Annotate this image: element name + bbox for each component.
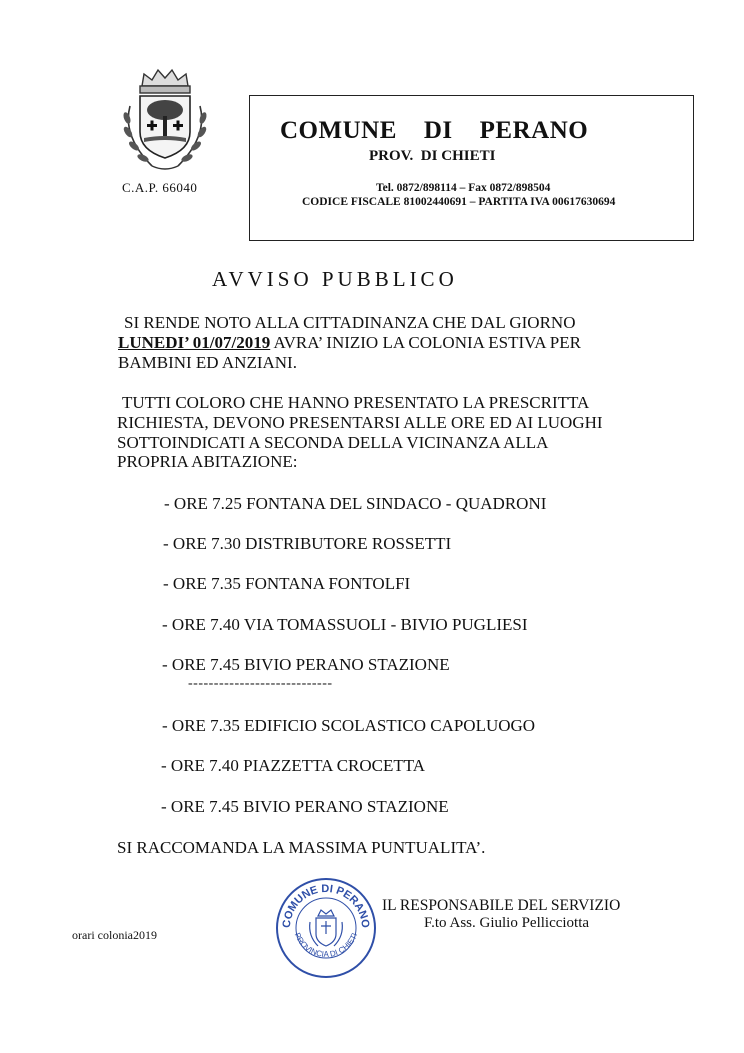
intro-line-2 xyxy=(118,333,581,353)
stamp-bottom-text: PROVINCIA DI CHIETI xyxy=(292,931,360,959)
notice-title: AVVISO PUBBLICO xyxy=(212,267,458,291)
schedule-item: - ORE 7.45 BIVIO PERANO STAZIONE xyxy=(161,797,449,816)
closing-note: SI RACCOMANDA LA MASSIMA PUNTUALITA’. xyxy=(117,838,486,857)
signatory-name: F.to Ass. Giulio Pellicciotta xyxy=(424,915,590,931)
schedule-item: - ORE 7.40 VIA TOMASSUOLI - BIVIO PUGLIESI xyxy=(162,615,528,634)
contact-phone-fax: Tel. 0872/898114 – Fax 0872/898504 xyxy=(376,182,551,194)
schedule-item: - ORE 7.35 FONTANA FONTOLFI xyxy=(163,574,411,593)
intro-line-2-rest: AVRA’ INIZIO LA COLONIA ESTIVA PER xyxy=(270,333,581,352)
province: PROV. DI CHIETI xyxy=(369,148,496,164)
schedule-item: - ORE 7.30 DISTRIBUTORE ROSSETTI xyxy=(163,534,452,553)
instructions-line-4: PROPRIA ABITAZIONE: xyxy=(117,452,298,471)
instructions-line-2: RICHIESTA, DEVONO PRESENTARSI ALLE ORE ED AI LUOGHI xyxy=(117,413,603,432)
schedule-item: - ORE 7.35 EDIFICIO SCOLASTICO CAPOLUOGO xyxy=(162,716,536,735)
fiscal-codes: CODICE FISCALE 81002440691 – PARTITA IVA 00617630694 xyxy=(302,196,616,208)
start-date: LUNEDI’ 01/07/2019 xyxy=(118,333,271,352)
municipality-name: COMUNE DI PERANO xyxy=(280,117,589,144)
instructions-line-3: SOTTOINDICATI A SECONDA DELLA VICINANZA ALLA xyxy=(117,433,549,452)
schedule-item: - ORE 7.40 PIAZZETTA CROCETTA xyxy=(161,756,426,775)
schedule-separator: ---------------------------- xyxy=(188,676,333,691)
file-reference: orari colonia2019 xyxy=(72,928,157,942)
coat-of-arms xyxy=(112,66,218,178)
schedule-item: - ORE 7.25 FONTANA DEL SINDACO - QUADRONI xyxy=(164,494,547,513)
svg-text:PROVINCIA DI CHIETI xyxy=(293,931,360,958)
signatory-role: IL RESPONSABILE DEL SERVIZIO xyxy=(382,897,621,914)
postal-code: C.A.P. 66040 xyxy=(122,180,198,195)
intro-line-1: SI RENDE NOTO ALLA CITTADINANZA CHE DAL GIORNO xyxy=(124,313,576,332)
stamp-top-text: COMUNE DI PERANO xyxy=(280,882,372,929)
instructions-line-1: TUTTI COLORO CHE HANNO PRESENTATO LA PRESCRITTA xyxy=(122,393,590,412)
schedule-item: - ORE 7.45 BIVIO PERANO STAZIONE xyxy=(162,655,450,674)
intro-line-3: BAMBINI ED ANZIANI. xyxy=(118,353,297,372)
official-stamp xyxy=(274,876,378,980)
